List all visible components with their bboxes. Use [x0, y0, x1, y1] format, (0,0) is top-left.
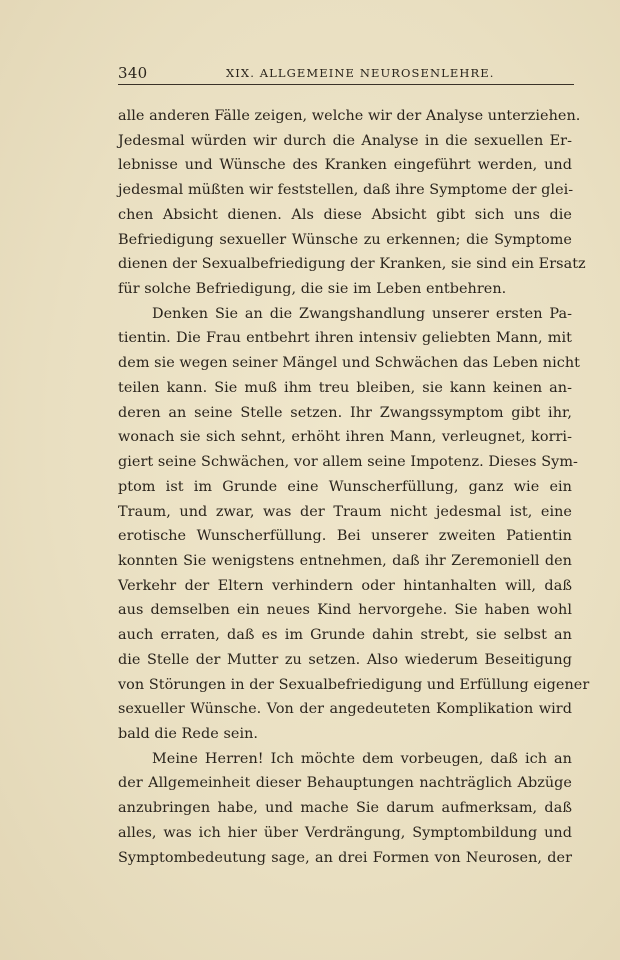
text-line: der Allgemeinheit dieser Behauptungen nachträglich Abzüge — [118, 775, 572, 792]
text-line: erotische Wunscherfüllung. Bei unserer zweiten Patientin — [118, 528, 572, 545]
text-line: die Stelle der Mutter zu setzen. Also wiederum Beseitigung — [118, 651, 572, 668]
page-number: 340 — [118, 64, 148, 82]
text-line: konnten Sie wenigstens entnehmen, daß ihr Zeremoniell den — [118, 552, 572, 569]
text-line: für solche Befriedigung, die sie im Leben entbehren. — [118, 281, 507, 298]
text-line: Traum, und zwar, was der Traum nicht jedesmal ist, eine — [118, 503, 572, 520]
text-line: giert seine Schwächen, vor allem seine Impotenz. Dieses Sym- — [118, 454, 578, 471]
text-line: alles, was ich hier über Verdrängung, Symptombildung und — [118, 824, 572, 841]
text-line: anzubringen habe, und mache Sie darum aufmerksam, daß — [118, 800, 572, 817]
text-line: chen Absicht dienen. Als diese Absicht gibt sich uns die — [118, 206, 572, 223]
text-line: bald die Rede sein. — [118, 725, 259, 742]
text-line: Jedesmal würden wir durch die Analyse in die sexuellen Er- — [118, 132, 572, 149]
text-line: wonach sie sich sehnt, erhöht ihren Mann, verleugnet, korri- — [118, 429, 572, 446]
text-line: lebnisse und Wünsche des Kranken eingeführt werden, und — [118, 157, 572, 174]
text-line: dienen der Sexualbefriedigung der Kranken, sie sind ein Ersatz — [118, 256, 586, 273]
text-line: dem sie wegen seiner Mängel und Schwächen das Leben nicht — [118, 355, 580, 372]
text-line: Verkehr der Eltern verhindern oder hintanhalten will, daß — [118, 577, 572, 594]
text-line: ptom ist im Grunde eine Wunscherfüllung, ganz wie ein — [118, 478, 572, 495]
text-line: jedesmal müßten wir feststellen, daß ihre Symptome der glei- — [118, 182, 574, 199]
text-line: Befriedigung sexueller Wünsche zu erkennen; die Symptome — [118, 231, 572, 248]
text-line: teilen kann. Sie muß ihm treu bleiben, sie kann keinen an- — [118, 379, 572, 396]
text-line: Meine Herren! Ich möchte dem vorbeugen, daß ich an — [152, 750, 572, 767]
text-line: von Störungen in der Sexualbefriedigung und Erfüllung eigener — [118, 676, 590, 693]
text-line: auch erraten, daß es im Grunde dahin strebt, sie selbst an — [118, 627, 572, 644]
text-line: aus demselben ein neues Kind hervorgehe. Sie haben wohl — [118, 602, 572, 619]
text-line: deren an seine Stelle setzen. Ihr Zwangssymptom gibt ihr, — [118, 404, 572, 421]
running-head — [118, 62, 574, 85]
text-line: alle anderen Fälle zeigen, welche wir der Analyse unterziehen. — [118, 108, 581, 124]
text-line: sexueller Wünsche. Von der angedeuteten Komplikation wird — [118, 701, 572, 718]
running-title: XIX. ALLGEMEINE NEUROSENLEHRE. — [226, 66, 495, 80]
text-line: tientin. Die Frau entbehrt ihren intensiv geliebten Mann, mit — [118, 330, 572, 347]
text-line: Denken Sie an die Zwangshandlung unserer ersten Pa- — [152, 305, 572, 322]
text-line: Symptombedeutung sage, an drei Formen von Neurosen, der — [118, 849, 572, 866]
body-text — [118, 104, 590, 870]
